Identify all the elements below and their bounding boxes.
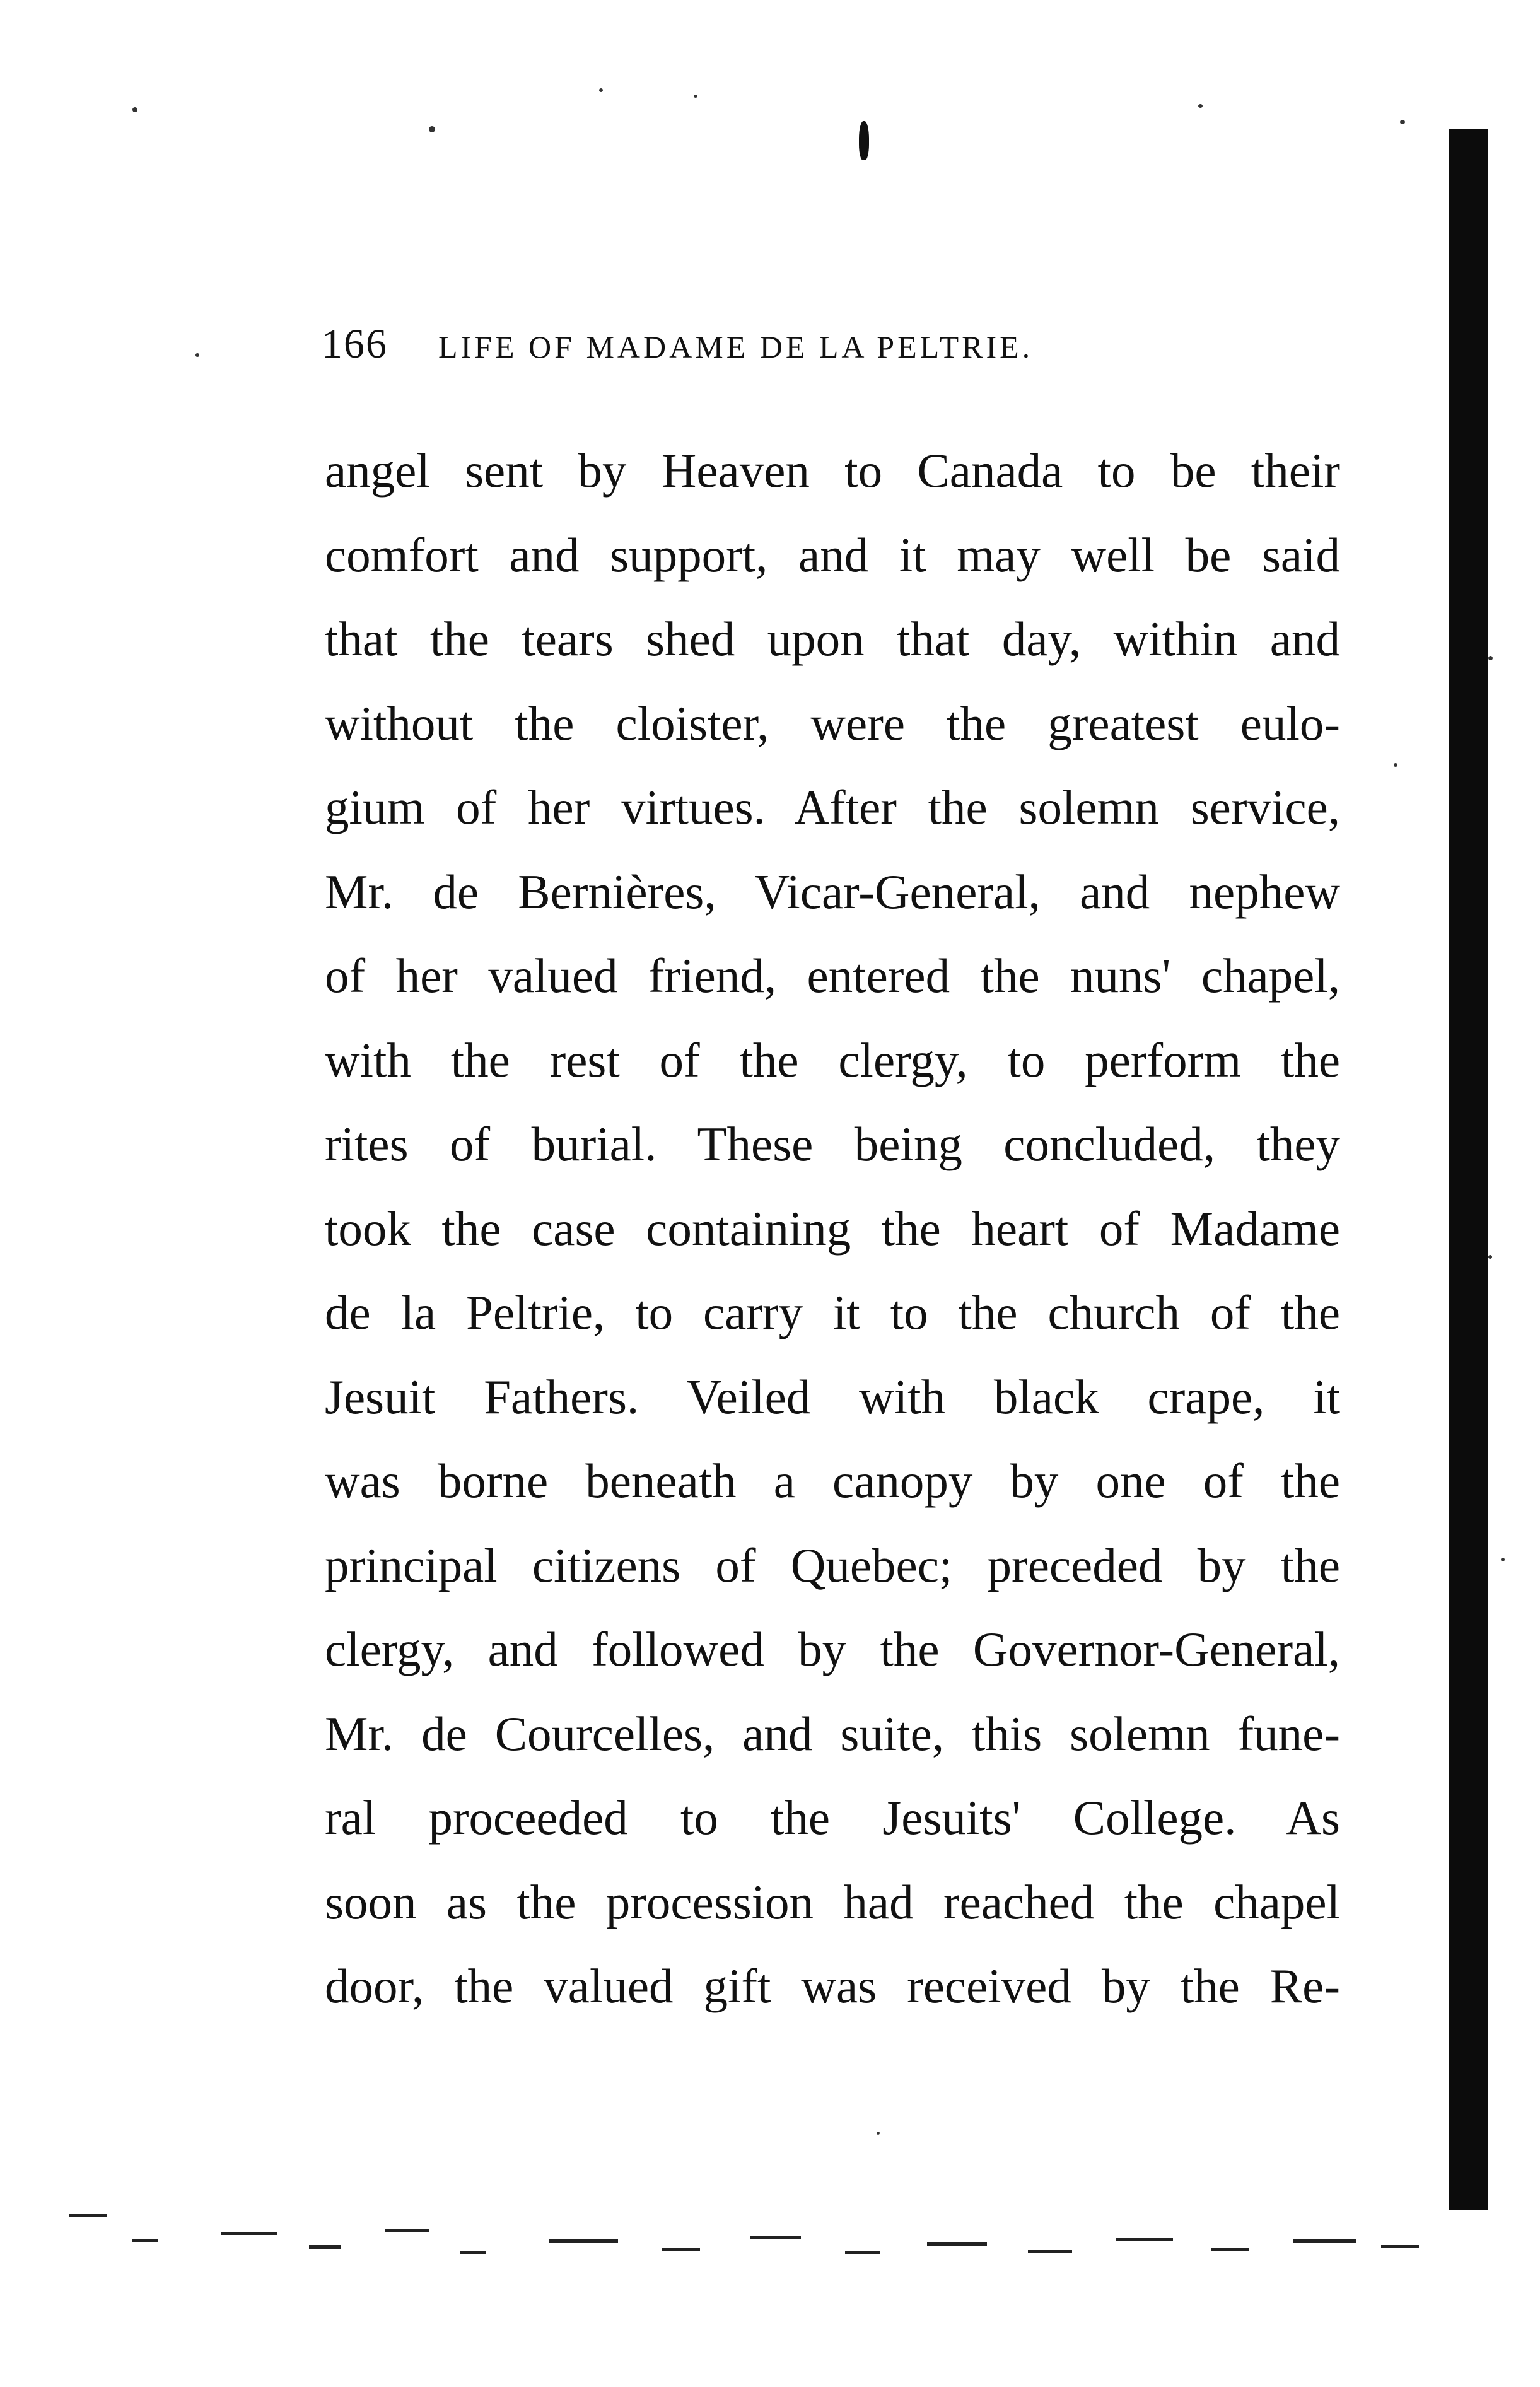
text-line: door, the valued gift was received by the Re- bbox=[325, 1959, 1340, 2013]
text-line: ral proceeded to the Jesuits' College. As bbox=[325, 1790, 1340, 1845]
text-line: clergy, and followed by the Governor-General, bbox=[325, 1622, 1340, 1676]
scan-speck bbox=[599, 88, 603, 92]
page-number: 166 bbox=[322, 321, 388, 367]
scan-speck bbox=[1501, 1558, 1505, 1561]
scan-speck bbox=[195, 353, 199, 357]
body-text bbox=[325, 429, 1340, 2029]
scan-speck bbox=[1198, 104, 1203, 108]
text-line: principal citizens of Quebec; preceded by the bbox=[325, 1538, 1340, 1592]
text-line: angel sent by Heaven to Canada to be their bbox=[325, 443, 1340, 498]
text-line: of her valued friend, entered the nuns' chapel, bbox=[325, 948, 1340, 1003]
text-line: took the case containing the heart of Madame bbox=[325, 1201, 1340, 1256]
text-line: comfort and support, and it may well be said bbox=[325, 527, 1340, 582]
scan-noise-band bbox=[57, 2169, 1444, 2277]
text-line: rites of burial. These being concluded, they bbox=[325, 1117, 1340, 1171]
page-header bbox=[322, 320, 1236, 377]
text-line: was borne beneath a canopy by one of the bbox=[325, 1454, 1340, 1508]
text-line: soon as the procession had reached the chapel bbox=[325, 1874, 1340, 1929]
text-line: Jesuit Fathers. Veiled with black crape, it bbox=[325, 1369, 1340, 1424]
scan-edge-shadow bbox=[1449, 129, 1488, 2210]
scan-speck bbox=[1400, 120, 1405, 124]
scan-speck bbox=[1488, 656, 1493, 660]
text-line: without the cloister, were the greatest eulo- bbox=[325, 696, 1340, 750]
text-line: de la Peltrie, to carry it to the church of the bbox=[325, 1285, 1340, 1339]
text-line: Mr. de Courcelles, and suite, this solemn fune- bbox=[325, 1706, 1340, 1761]
scan-speck bbox=[1394, 763, 1397, 767]
running-title: LIFE OF MADAME DE LA PELTRIE. bbox=[438, 329, 1034, 365]
text-line: Mr. de Bernières, Vicar-General, and nephew bbox=[325, 864, 1340, 919]
scan-speck bbox=[694, 95, 697, 98]
scan-speck bbox=[1488, 1255, 1492, 1259]
scan-speck bbox=[132, 107, 137, 112]
scan-speck bbox=[877, 2132, 880, 2135]
printer-ornament-mark bbox=[859, 121, 869, 160]
text-line: that the tears shed upon that day, within and bbox=[325, 612, 1340, 666]
scan-speck bbox=[429, 126, 435, 132]
text-line: gium of her virtues. After the solemn service, bbox=[325, 780, 1340, 834]
text-line: with the rest of the clergy, to perform the bbox=[325, 1032, 1340, 1087]
